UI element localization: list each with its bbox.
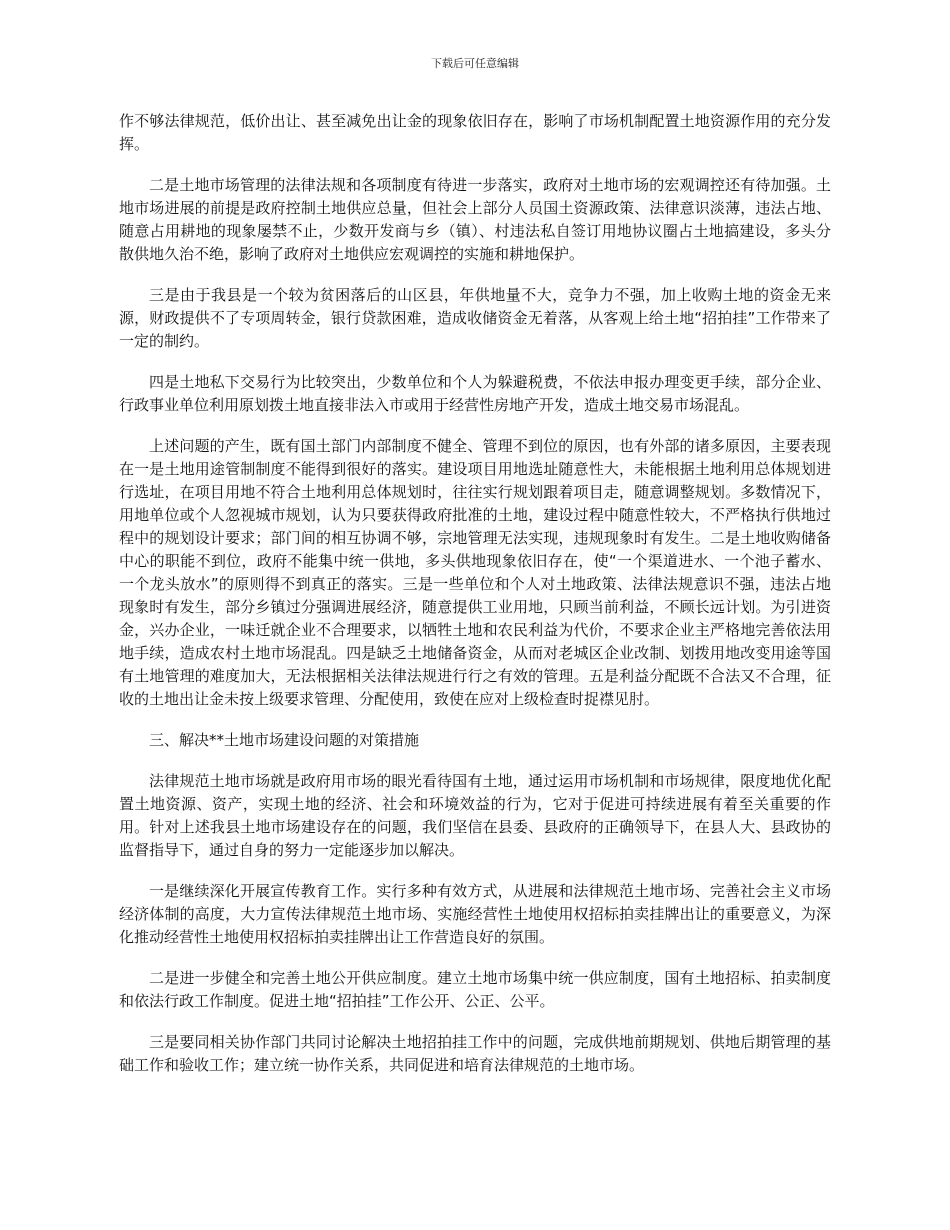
paragraph-measures-intro: 法律规范土地市场就是政府用市场的眼光看待国有土地，通过运用市场机制和市场规律，限度地优化配置土地资源、资产，实现土地的经济、社会和环境效益的行为，它对于促进可持续进展有着至关重要的作用。针对上述我县土地市场建设存在的问题，我们坚信在县委、县政府的正确领导下，在县人大、县政协的监督指导下，通过自身的努力一定能逐步加以解决。 <box>119 772 831 859</box>
page-header: 下载后可任意编辑 <box>431 57 519 70</box>
paragraph-point-three: 三是由于我县是一个较为贫困落后的山区县，年供地量不大，竞争力不强，加上收购土地的资金无来源，财政提供不了专项周转金，银行贷款困难，造成收储资金无着落，从客观上给土地“招拍挂”工作带来了一定的制约。 <box>119 286 832 350</box>
paragraph-causes: 上述问题的产生，既有国土部门内部制度不健全、管理不到位的原因，也有外部的诸多原因，主要表现在一是土地用途管制制度不能得到很好的落实。建设项目用地选址随意性大，未能根据土地利用总体规划进行选址，在项目用地不符合土地利用总体规划时，往往实行规划跟着项目走，随意调整规划。多数情况下，用地单位或个人忽视城市规划，认为只要获得政府批准的土地，建设过程中随意性较大，不严格执行供地过程中的规划设计要求；部门间的相互协调不够，宗地管理无法实现，违规现象时有发生。二是土地收购储备中心的职能不到位，政府不能集中统一供地，多头供地现象依旧存在，使“一个渠道进水、一个池子蓄水、一个龙头放水”的原则得不到真正的落实。三是一些单位和个人对土地政策、法律法规意识不强，违法占地现象时有发生，部分乡镇过分强调进展经济，随意提供工业用地，只顾当前利益，不顾长远计划。为引进资金，兴办企业，一味迁就企业不合理要求，以牺牲土地和农民利益为代价，不要求企业主严格地完善依法用地手续，造成农村土地市场混乱。四是缺乏土地储备资金，从而对老城区企业改制、划拨用地改变用途等国有土地管理的难度加大，无法根据相关法律法规进行行之有效的管理。五是利益分配既不合法又不合理，征收的土地出让金未按上级要求管理、分配使用，致使在应对上级检查时捉襟见肘。 <box>119 437 831 708</box>
section-heading: 三、解决**土地市场建设问题的对策措施 <box>149 731 420 749</box>
paragraph-measure-two: 二是进一步健全和完善土地公开供应制度。建立土地市场集中统一供应制度，国有土地招标、拍卖制度和依法行政工作制度。促进土地“招拍挂”工作公开、公正、公平。 <box>119 969 831 1010</box>
paragraph-measure-one: 一是继续深化开展宣传教育工作。实行多种有效方式，从进展和法律规范土地市场、完善社会主义市场经济体制的高度，大力宣传法律规范土地市场、实施经营性土地使用权招标拍卖挂牌出让的重要意义，为深化推动经营性土地使用权招标拍卖挂牌出让工作营造良好的氛围。 <box>119 882 831 946</box>
paragraph-measure-three: 三是要同相关协作部门共同讨论解决土地招拍挂工作中的问题，完成供地前期规划、供地后期管理的基础工作和验收工作；建立统一协作关系，共同促进和培育法律规范的土地市场。 <box>119 1033 831 1074</box>
paragraph-continuation: 作不够法律规范，低价出让、甚至减免出让金的现象依旧存在，影响了市场机制配置土地资源作用的充分发挥。 <box>119 112 831 153</box>
document-body <box>119 110 831 1095</box>
paragraph-point-two: 二是土地市场管理的法律法规和各项制度有待进一步落实，政府对土地市场的宏观调控还有待加强。土地市场进展的前提是政府控制土地供应总量，但社会上部分人员国土资源政策、法律意识淡薄，违法占地、随意占用耕地的现象屡禁不止，少数开发商与乡（镇）、村违法私自签订用地协议圈占土地搞建设，多头分散供地久治不绝，影响了政府对土地供应宏观调控的实施和耕地保护。 <box>119 176 831 263</box>
paragraph-point-four: 四是土地私下交易行为比较突出，少数单位和个人为躲避税费，不依法申报办理变更手续，部分企业、行政事业单位利用原划拨土地直接非法入市或用于经营性房地产开发，造成土地交易市场混乱。 <box>119 373 831 414</box>
